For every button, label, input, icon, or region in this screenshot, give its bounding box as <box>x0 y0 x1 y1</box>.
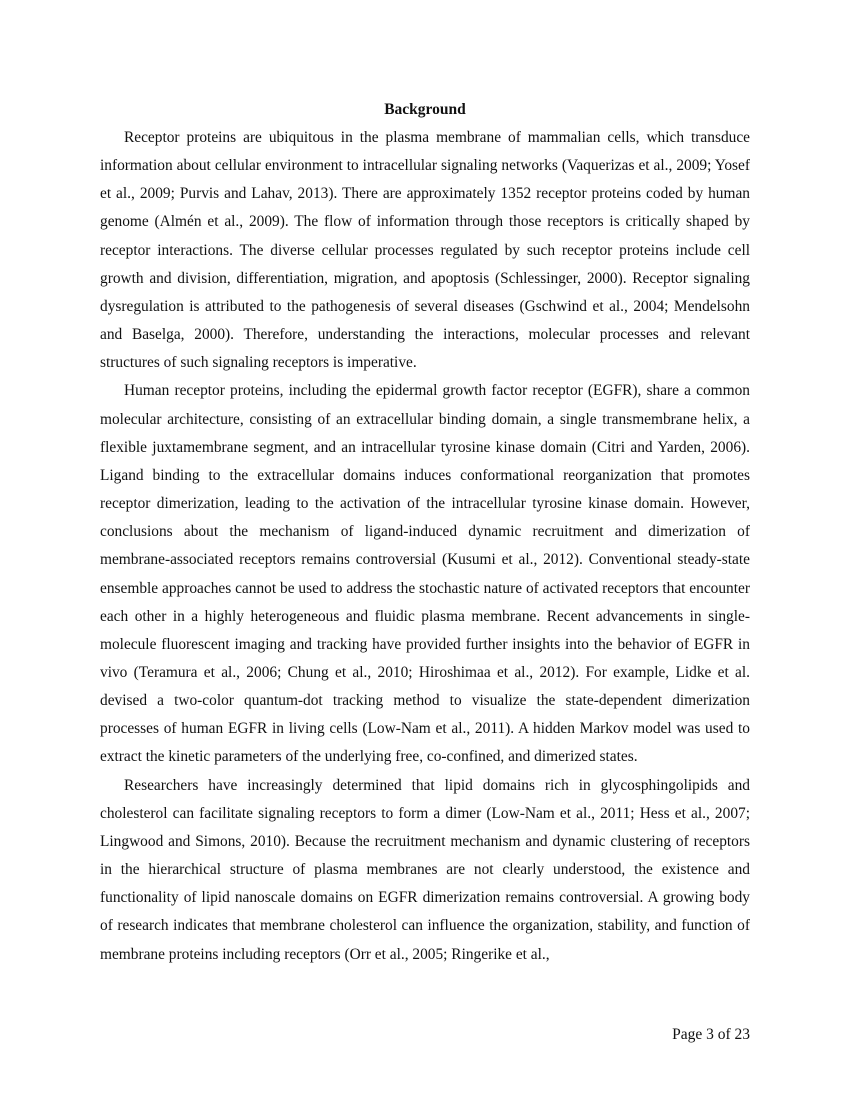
paragraph-2: Human receptor proteins, including the epidermal growth factor receptor (EGFR), share a common molecular architecture, consisting of an extracellular binding domain, a single transmembrane helix, a flexible juxtamembrane segment, and an intracellular tyrosine kinase domain (Citri and Yarden, 2006). Ligand binding to the extracellular domains induces conformational reorganization that promotes receptor dimerization, leading to the activation of the intracellular tyrosine kinase domain. However, conclusions about the mechanism of ligand-induced dynamic recruitment and dimerization of membrane-associated receptors remains controversial (Kusumi et al., 2012). Conventional steady-state ensemble approaches cannot be used to address the stochastic nature of activated receptors that encounter each other in a highly heterogeneous and fluidic plasma membrane. Recent advancements in single-molecule fluorescent imaging and tracking have provided further insights into the behavior of EGFR in vivo (Teramura et al., 2006; Chung et al., 2010; Hiroshimaa et al., 2012). For example, Lidke et al. devised a two-color quantum-dot tracking method to visualize the state-dependent dimerization processes of human EGFR in living cells (Low-Nam et al., 2011). A hidden Markov model was used to extract the kinetic parameters of the underlying free, co-confined, and dimerized states. <box>100 382 750 766</box>
page-number: Page 3 of 23 <box>672 1026 750 1043</box>
paragraph-3: Researchers have increasingly determined that lipid domains rich in glycosphingolipids and cholesterol can facilitate signaling receptors to form a dimer (Low-Nam et al., 2011; Hess et al., 2007; Lingwood and Simons, 2010). Because the recruitment mechanism and dynamic clustering of receptors in the hierarchical structure of plasma membranes are not clearly understood, the existence and functionality of lipid nanoscale domains on EGFR dimerization remains controversial. A growing body of research indicates that membrane cholesterol can influence the organization, stability, and function of membrane proteins including receptors (Orr et al., 2005; Ringerike et al., <box>100 776 750 963</box>
section-heading: Background <box>384 101 466 118</box>
page-content <box>100 99 750 969</box>
paragraph-1: Receptor proteins are ubiquitous in the plasma membrane of mammalian cells, which transduce information about cellular environment to intracellular signaling networks (Vaquerizas et al., 2009; Yosef et al., 2009; Purvis and Lahav, 2013). There are approximately 1352 receptor proteins coded by human genome (Almén et al., 2009). The flow of information through those receptors is critically shaped by receptor interactions. The diverse cellular processes regulated by such receptor proteins include cell growth and division, differentiation, migration, and apoptosis (Schlessinger, 2000). Receptor signaling dysregulation is attributed to the pathogenesis of several diseases (Gschwind et al., 2004; Mendelsohn and Baselga, 2000). Therefore, understanding the interactions, molecular processes and relevant structures of such signaling receptors is imperative. <box>100 129 750 372</box>
